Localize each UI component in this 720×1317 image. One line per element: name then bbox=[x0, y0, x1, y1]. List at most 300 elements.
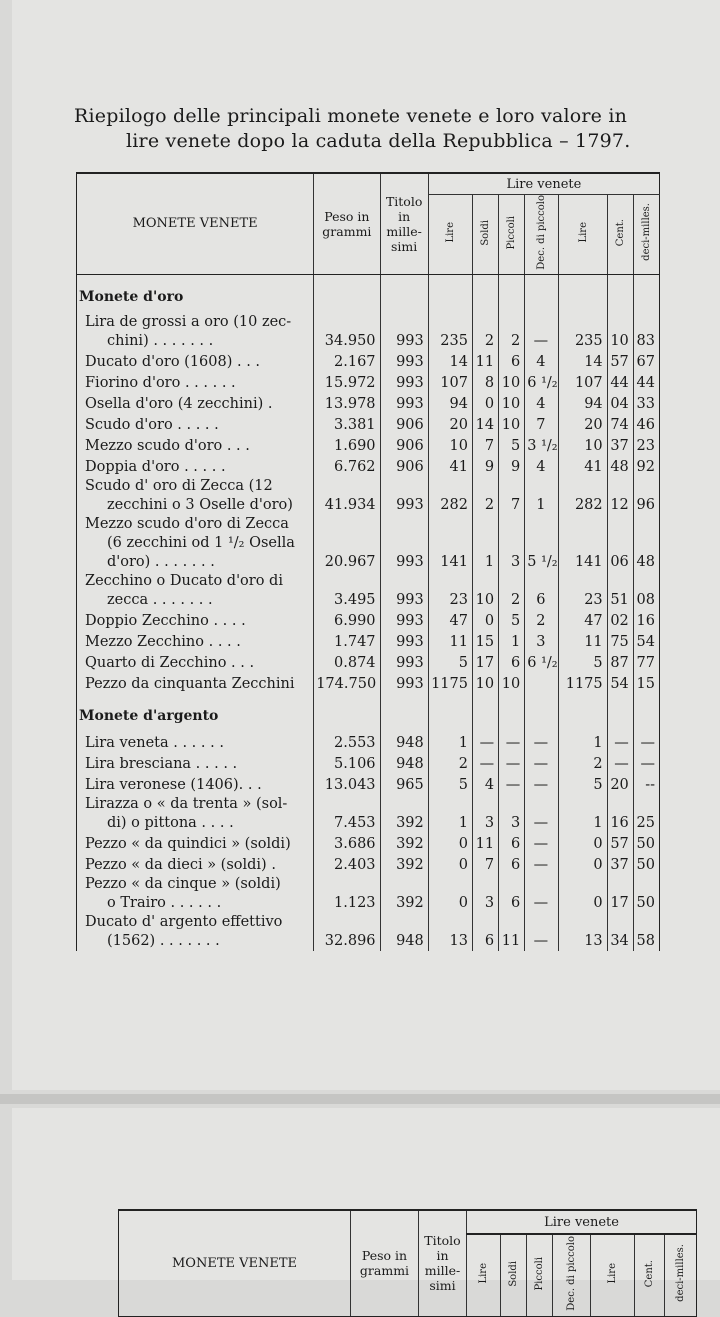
cell-lire: 5 bbox=[428, 652, 472, 673]
cell-dec: 3 bbox=[525, 631, 559, 652]
cell-cent: 17 bbox=[607, 875, 633, 913]
coin-name: Scudo d' oro di Zecca (12 bbox=[85, 477, 273, 494]
empty-cell bbox=[607, 274, 633, 313]
header-titolo: Titolo in mille-simi bbox=[380, 173, 428, 274]
cell-piccoli: 2 bbox=[499, 313, 525, 351]
cell-dm: 67 bbox=[633, 351, 659, 372]
cell-dm: -- bbox=[633, 774, 659, 795]
cell-lire2: 282 bbox=[559, 477, 607, 515]
cell-lire2: 5 bbox=[559, 652, 607, 673]
coin-name-continued: zecchini o 3 Oselle d'oro) bbox=[107, 496, 293, 513]
cell-lire2: 0 bbox=[559, 854, 607, 875]
cell-dm: 25 bbox=[633, 795, 659, 833]
coin-name-cell bbox=[77, 477, 314, 515]
empty-cell bbox=[499, 274, 525, 313]
cell-dm: 50 bbox=[633, 833, 659, 854]
cell-lire: 23 bbox=[428, 572, 472, 610]
empty-cell bbox=[380, 694, 428, 732]
table-row bbox=[77, 393, 660, 414]
cell-lire2: 0 bbox=[559, 875, 607, 913]
cell-dm: 58 bbox=[633, 913, 659, 951]
cell-lire: 47 bbox=[428, 610, 472, 631]
cell-soldi: 7 bbox=[472, 854, 498, 875]
coin-name-continued: (1562) . . . . . . . bbox=[107, 932, 220, 949]
coin-name-continued: zecca . . . . . . . bbox=[107, 591, 213, 608]
cell-dec: 6 ¹/₂ bbox=[525, 372, 559, 393]
table-row bbox=[77, 372, 660, 393]
cell-piccoli: 1 bbox=[499, 631, 525, 652]
cell-cent: 10 bbox=[607, 313, 633, 351]
coin-name: Pezzo da cinquanta Zecchini bbox=[85, 675, 295, 692]
empty-cell bbox=[472, 694, 498, 732]
cell-piccoli: 6 bbox=[499, 833, 525, 854]
cell-dec: 4 bbox=[525, 351, 559, 372]
next-header-monete: MONETE VENETE bbox=[119, 1210, 351, 1316]
cell-soldi: 0 bbox=[472, 610, 498, 631]
table-row bbox=[77, 435, 660, 456]
cell-peso: 13.043 bbox=[314, 774, 380, 795]
section-header-row bbox=[77, 274, 660, 313]
cell-dec: 5 ¹/₂ bbox=[525, 515, 559, 572]
cell-lire: 1 bbox=[428, 732, 472, 753]
cell-dm: 96 bbox=[633, 477, 659, 515]
cell-piccoli: 5 bbox=[499, 610, 525, 631]
cell-lire: 2 bbox=[428, 753, 472, 774]
empty-cell bbox=[472, 274, 498, 313]
cell-peso: 13.978 bbox=[314, 393, 380, 414]
table-row bbox=[77, 854, 660, 875]
cell-soldi: 6 bbox=[472, 913, 498, 951]
cell-soldi: 8 bbox=[472, 372, 498, 393]
empty-cell bbox=[314, 694, 380, 732]
cell-lire2: 94 bbox=[559, 393, 607, 414]
empty-cell bbox=[633, 274, 659, 313]
cell-soldi: 15 bbox=[472, 631, 498, 652]
cell-lire2: 5 bbox=[559, 774, 607, 795]
cell-piccoli: — bbox=[499, 732, 525, 753]
cell-soldi: 11 bbox=[472, 351, 498, 372]
coin-name: Fiorino d'oro . . . . . . bbox=[85, 374, 236, 391]
page-divider bbox=[0, 1094, 720, 1104]
coin-name-cell bbox=[77, 795, 314, 833]
cell-lire: 41 bbox=[428, 456, 472, 477]
cell-lire: 141 bbox=[428, 515, 472, 572]
cell-soldi: — bbox=[472, 732, 498, 753]
cell-soldi: 4 bbox=[472, 774, 498, 795]
cell-titolo: 993 bbox=[380, 631, 428, 652]
coin-name-cell bbox=[77, 572, 314, 610]
table-row bbox=[77, 913, 660, 951]
cell-cent: 74 bbox=[607, 414, 633, 435]
cell-titolo: 948 bbox=[380, 732, 428, 753]
cell-soldi: 2 bbox=[472, 477, 498, 515]
cell-dm: 23 bbox=[633, 435, 659, 456]
cell-dm: — bbox=[633, 732, 659, 753]
table-row bbox=[77, 673, 660, 694]
cell-peso: 2.403 bbox=[314, 854, 380, 875]
cell-lire: 1 bbox=[428, 795, 472, 833]
cell-piccoli: 11 bbox=[499, 913, 525, 951]
cell-dec: 6 bbox=[525, 572, 559, 610]
cell-dec: 4 bbox=[525, 393, 559, 414]
cell-dm: 77 bbox=[633, 652, 659, 673]
cell-cent: 12 bbox=[607, 477, 633, 515]
cell-peso: 7.453 bbox=[314, 795, 380, 833]
empty-cell bbox=[607, 694, 633, 732]
cell-cent: 37 bbox=[607, 854, 633, 875]
cell-titolo: 392 bbox=[380, 795, 428, 833]
cell-dec: — bbox=[525, 875, 559, 913]
next-header-lire-venete: Lire venete bbox=[467, 1210, 697, 1234]
cell-lire2: 107 bbox=[559, 372, 607, 393]
cell-peso: 6.762 bbox=[314, 456, 380, 477]
empty-cell bbox=[559, 274, 607, 313]
header-sub-piccoli: Piccoli bbox=[506, 215, 518, 250]
cell-peso: 0.874 bbox=[314, 652, 380, 673]
cell-dec: — bbox=[525, 753, 559, 774]
cell-dec: 7 bbox=[525, 414, 559, 435]
cell-lire2: 41 bbox=[559, 456, 607, 477]
table-row bbox=[77, 313, 660, 351]
cell-cent: — bbox=[607, 732, 633, 753]
cell-peso: 3.495 bbox=[314, 572, 380, 610]
cell-soldi: 14 bbox=[472, 414, 498, 435]
cell-peso: 1.747 bbox=[314, 631, 380, 652]
page-title bbox=[74, 104, 694, 154]
cell-lire2: 235 bbox=[559, 313, 607, 351]
empty-cell bbox=[525, 694, 559, 732]
cell-titolo: 392 bbox=[380, 833, 428, 854]
cell-dm: 92 bbox=[633, 456, 659, 477]
cell-peso: 3.686 bbox=[314, 833, 380, 854]
cell-piccoli: 3 bbox=[499, 795, 525, 833]
coin-name: Scudo d'oro . . . . . bbox=[85, 416, 219, 433]
coin-name: Mezzo scudo d'oro . . . bbox=[85, 437, 250, 454]
cell-titolo: 993 bbox=[380, 313, 428, 351]
cell-dm: 50 bbox=[633, 854, 659, 875]
cell-lire: 10 bbox=[428, 435, 472, 456]
cell-dm: 08 bbox=[633, 572, 659, 610]
header-monete: MONETE VENETE bbox=[77, 173, 314, 274]
cell-cent: 02 bbox=[607, 610, 633, 631]
cell-cent: 37 bbox=[607, 435, 633, 456]
next-sub-decimilles: deci-milles. bbox=[675, 1244, 687, 1303]
cell-cent: 54 bbox=[607, 673, 633, 694]
coin-name-continued: o Trairo . . . . . . bbox=[107, 894, 222, 911]
cell-peso: 32.896 bbox=[314, 913, 380, 951]
cell-titolo: 948 bbox=[380, 913, 428, 951]
cell-titolo: 993 bbox=[380, 673, 428, 694]
cell-peso: 15.972 bbox=[314, 372, 380, 393]
cell-lire2: 10 bbox=[559, 435, 607, 456]
cell-dm: 54 bbox=[633, 631, 659, 652]
coin-name-continued: chini) . . . . . . . bbox=[107, 332, 214, 349]
cell-cent: — bbox=[607, 753, 633, 774]
cell-soldi: 1 bbox=[472, 515, 498, 572]
cell-dm: 48 bbox=[633, 515, 659, 572]
section-title: Monete d'oro bbox=[79, 288, 184, 305]
next-sub-cent: Cent. bbox=[644, 1259, 655, 1287]
empty-cell bbox=[428, 694, 472, 732]
cell-lire2: 141 bbox=[559, 515, 607, 572]
cell-piccoli: 6 bbox=[499, 351, 525, 372]
cell-dec: — bbox=[525, 732, 559, 753]
cell-titolo: 993 bbox=[380, 572, 428, 610]
coin-name-cell bbox=[77, 313, 314, 351]
cell-cent: 04 bbox=[607, 393, 633, 414]
empty-cell bbox=[314, 274, 380, 313]
table-body bbox=[77, 274, 660, 951]
cell-lire2: 2 bbox=[559, 753, 607, 774]
coin-name: Mezzo scudo d'oro di Zecca bbox=[85, 515, 289, 532]
section-title: Monete d'argento bbox=[79, 707, 219, 724]
cell-lire: 20 bbox=[428, 414, 472, 435]
coin-table bbox=[76, 172, 660, 951]
cell-lire: 1175 bbox=[428, 673, 472, 694]
cell-peso: 1.123 bbox=[314, 875, 380, 913]
cell-soldi: 3 bbox=[472, 875, 498, 913]
cell-titolo: 993 bbox=[380, 351, 428, 372]
header-sub-cent: Cent. bbox=[614, 218, 626, 246]
cell-dm: 44 bbox=[633, 372, 659, 393]
table-row bbox=[77, 774, 660, 795]
cell-peso: 34.950 bbox=[314, 313, 380, 351]
table-row bbox=[77, 351, 660, 372]
coin-name-cell bbox=[77, 456, 314, 477]
cell-titolo: 392 bbox=[380, 875, 428, 913]
coin-name-cell bbox=[77, 435, 314, 456]
table-row bbox=[77, 572, 660, 610]
coin-name-cell bbox=[77, 515, 314, 572]
empty-cell bbox=[633, 694, 659, 732]
coin-name-cell bbox=[77, 673, 314, 694]
next-sub-soldi: Soldi bbox=[508, 1260, 519, 1287]
cell-dec: 2 bbox=[525, 610, 559, 631]
header-peso: Peso in grammi bbox=[314, 173, 380, 274]
cell-lire2: 14 bbox=[559, 351, 607, 372]
cell-soldi: 11 bbox=[472, 833, 498, 854]
cell-cent: 16 bbox=[607, 795, 633, 833]
coin-name: Doppia d'oro . . . . . bbox=[85, 458, 226, 475]
cell-titolo: 948 bbox=[380, 753, 428, 774]
cell-peso: 1.690 bbox=[314, 435, 380, 456]
coin-name-cell bbox=[77, 913, 314, 951]
cell-piccoli: 10 bbox=[499, 414, 525, 435]
coin-name-cell bbox=[77, 753, 314, 774]
cell-peso: 5.106 bbox=[314, 753, 380, 774]
table-header bbox=[77, 173, 660, 274]
coin-name: Pezzo « da quindici » (soldi) bbox=[85, 835, 291, 852]
coin-name: Zecchino o Ducato d'oro di bbox=[85, 572, 283, 589]
cell-lire2: 20 bbox=[559, 414, 607, 435]
cell-cent: 75 bbox=[607, 631, 633, 652]
cell-soldi: 7 bbox=[472, 435, 498, 456]
cell-dm: 16 bbox=[633, 610, 659, 631]
cell-lire: 13 bbox=[428, 913, 472, 951]
cell-peso: 174.750 bbox=[314, 673, 380, 694]
table-row bbox=[77, 610, 660, 631]
cell-peso: 2.553 bbox=[314, 732, 380, 753]
header-sub-lire-2: Lire bbox=[577, 222, 589, 243]
cell-piccoli: 5 bbox=[499, 435, 525, 456]
cell-soldi: 0 bbox=[472, 393, 498, 414]
cell-soldi: 2 bbox=[472, 313, 498, 351]
cell-soldi: 9 bbox=[472, 456, 498, 477]
header-lire-venete: Lire venete bbox=[428, 173, 659, 195]
cell-lire2: 23 bbox=[559, 572, 607, 610]
empty-cell bbox=[428, 274, 472, 313]
title-line-2: lire venete dopo la caduta della Repubblica – 1797. bbox=[126, 130, 631, 152]
cell-peso: 41.934 bbox=[314, 477, 380, 515]
coin-name: Lira veneta . . . . . . bbox=[85, 734, 224, 751]
header-sub-dec: Dec. di piccolo bbox=[536, 195, 548, 270]
next-sub-dec: Dec. di piccolo bbox=[566, 1236, 577, 1311]
table-row bbox=[77, 631, 660, 652]
cell-lire2: 13 bbox=[559, 913, 607, 951]
table-row bbox=[77, 414, 660, 435]
coin-name: Lira bresciana . . . . . bbox=[85, 755, 238, 772]
coin-name: Lirazza o « da trenta » (sol- bbox=[85, 795, 288, 812]
cell-piccoli: — bbox=[499, 774, 525, 795]
coin-name: Quarto di Zecchino . . . bbox=[85, 654, 255, 671]
coin-name: Osella d'oro (4 zecchini) . bbox=[85, 395, 273, 412]
cell-cent: 34 bbox=[607, 913, 633, 951]
coin-name-cell bbox=[77, 652, 314, 673]
table-row bbox=[77, 875, 660, 913]
header-sub-lire: Lire bbox=[444, 222, 456, 243]
cell-lire: 11 bbox=[428, 631, 472, 652]
cell-piccoli: 2 bbox=[499, 572, 525, 610]
cell-dec: — bbox=[525, 795, 559, 833]
coin-name: Doppio Zecchino . . . . bbox=[85, 612, 246, 629]
cell-titolo: 993 bbox=[380, 477, 428, 515]
coin-name: Pezzo « da cinque » (soldi) bbox=[85, 875, 281, 892]
next-header-peso: Peso in grammi bbox=[351, 1210, 419, 1316]
coin-name-cell bbox=[77, 631, 314, 652]
cell-lire: 0 bbox=[428, 875, 472, 913]
coin-name: Ducato d'oro (1608) . . . bbox=[85, 353, 261, 370]
cell-piccoli: 10 bbox=[499, 393, 525, 414]
cell-soldi: 17 bbox=[472, 652, 498, 673]
cell-dm: 15 bbox=[633, 673, 659, 694]
cell-cent: 87 bbox=[607, 652, 633, 673]
cell-titolo: 906 bbox=[380, 414, 428, 435]
cell-piccoli: 7 bbox=[499, 477, 525, 515]
cell-titolo: 993 bbox=[380, 393, 428, 414]
cell-lire: 235 bbox=[428, 313, 472, 351]
cell-lire: 94 bbox=[428, 393, 472, 414]
coin-name-cell bbox=[77, 732, 314, 753]
cell-peso: 20.967 bbox=[314, 515, 380, 572]
coin-name-cell bbox=[77, 875, 314, 913]
coin-name: Lira de grossi a oro (10 zec- bbox=[85, 313, 292, 330]
cell-lire: 107 bbox=[428, 372, 472, 393]
table-row bbox=[77, 833, 660, 854]
cell-lire2: 11 bbox=[559, 631, 607, 652]
cell-piccoli: 6 bbox=[499, 652, 525, 673]
cell-soldi: 3 bbox=[472, 795, 498, 833]
cell-cent: 44 bbox=[607, 372, 633, 393]
table-row bbox=[77, 732, 660, 753]
cell-dec: — bbox=[525, 313, 559, 351]
cell-lire2: 47 bbox=[559, 610, 607, 631]
cell-dec: 4 bbox=[525, 456, 559, 477]
cell-piccoli: 10 bbox=[499, 372, 525, 393]
table-row bbox=[77, 477, 660, 515]
cell-lire2: 1 bbox=[559, 795, 607, 833]
cell-lire2: 1 bbox=[559, 732, 607, 753]
coin-name-cell bbox=[77, 393, 314, 414]
cell-cent: 20 bbox=[607, 774, 633, 795]
cell-cent: 57 bbox=[607, 833, 633, 854]
cell-piccoli: 6 bbox=[499, 875, 525, 913]
cell-lire: 14 bbox=[428, 351, 472, 372]
cell-lire2: 1175 bbox=[559, 673, 607, 694]
cell-titolo: 993 bbox=[380, 515, 428, 572]
cell-soldi: 10 bbox=[472, 673, 498, 694]
cell-titolo: 993 bbox=[380, 652, 428, 673]
cell-dm: 50 bbox=[633, 875, 659, 913]
table-row bbox=[77, 753, 660, 774]
cell-dm: 83 bbox=[633, 313, 659, 351]
coin-name-cell bbox=[77, 833, 314, 854]
cell-cent: 57 bbox=[607, 351, 633, 372]
cell-titolo: 392 bbox=[380, 854, 428, 875]
cell-cent: 51 bbox=[607, 572, 633, 610]
empty-cell bbox=[525, 274, 559, 313]
cell-peso: 2.167 bbox=[314, 351, 380, 372]
coin-name-continued: di) o pittona . . . . bbox=[107, 814, 234, 831]
coin-name-continued: (6 zecchini od 1 ¹/₂ Osella bbox=[107, 534, 295, 551]
cell-dm: — bbox=[633, 753, 659, 774]
cell-piccoli: 3 bbox=[499, 515, 525, 572]
cell-dm: 33 bbox=[633, 393, 659, 414]
header-sub-decimilles: deci-milles. bbox=[640, 203, 652, 262]
table-row bbox=[77, 652, 660, 673]
cell-cent: 48 bbox=[607, 456, 633, 477]
cell-piccoli: — bbox=[499, 753, 525, 774]
coin-name: Pezzo « da dieci » (soldi) . bbox=[85, 856, 276, 873]
table-row bbox=[77, 515, 660, 572]
empty-cell bbox=[499, 694, 525, 732]
next-sub-piccoli: Piccoli bbox=[534, 1256, 545, 1291]
coin-name-continued: d'oro) . . . . . . . bbox=[107, 553, 215, 570]
next-header-titolo: Titolo in mille-simi bbox=[419, 1210, 467, 1316]
header-sub-soldi: Soldi bbox=[480, 219, 492, 246]
cell-lire: 5 bbox=[428, 774, 472, 795]
coin-name-cell bbox=[77, 610, 314, 631]
empty-cell bbox=[380, 274, 428, 313]
cell-piccoli: 10 bbox=[499, 673, 525, 694]
coin-name-cell bbox=[77, 372, 314, 393]
coin-name-cell bbox=[77, 854, 314, 875]
cell-peso: 6.990 bbox=[314, 610, 380, 631]
title-line-1: Riepilogo delle principali monete venete e loro valore in bbox=[74, 105, 628, 127]
next-sub-lire: Lire bbox=[478, 1263, 489, 1284]
cell-lire: 0 bbox=[428, 833, 472, 854]
cell-dec: — bbox=[525, 913, 559, 951]
coin-name: Lira veronese (1406). . . bbox=[85, 776, 262, 793]
cell-lire: 0 bbox=[428, 854, 472, 875]
cell-peso: 3.381 bbox=[314, 414, 380, 435]
coin-name: Ducato d' argento effettivo bbox=[85, 913, 283, 930]
coin-name-cell bbox=[77, 414, 314, 435]
cell-dm: 46 bbox=[633, 414, 659, 435]
cell-titolo: 993 bbox=[380, 372, 428, 393]
cell-soldi: — bbox=[472, 753, 498, 774]
cell-dec bbox=[525, 673, 559, 694]
table-row bbox=[77, 795, 660, 833]
